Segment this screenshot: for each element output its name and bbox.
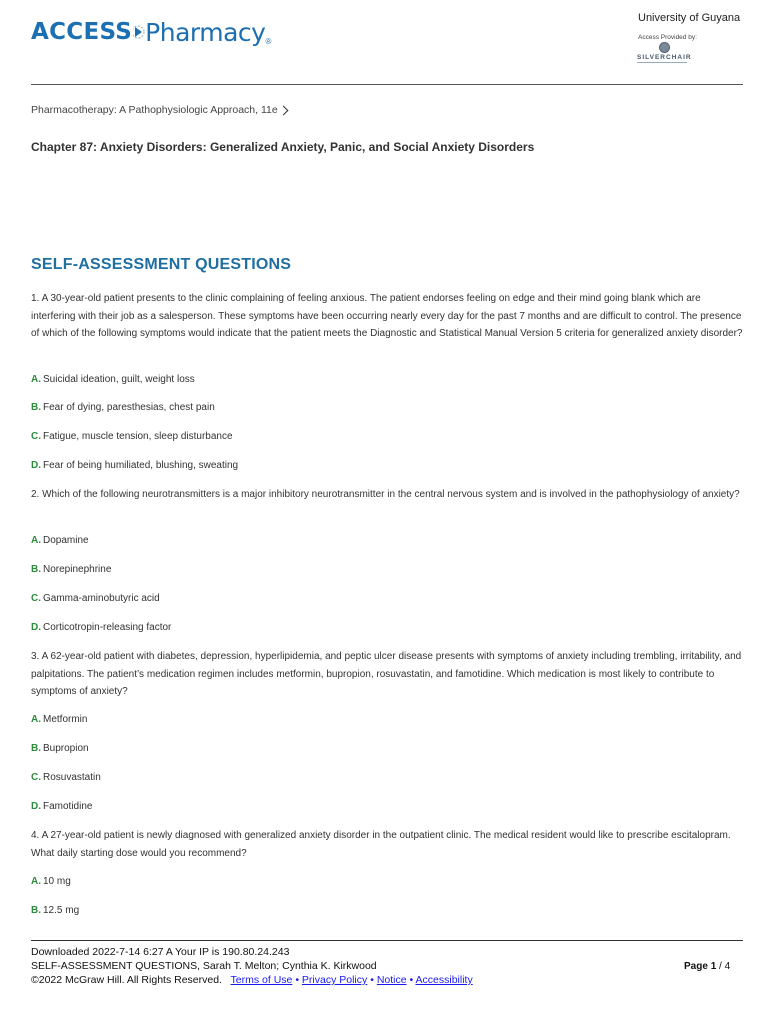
option-text: Rosuvastatin [43,772,101,783]
question-3-option-c[interactable] [31,772,101,783]
copyright-text: ©2022 McGraw Hill. All Rights Reserved. [31,974,222,986]
option-letter: D. [31,622,41,633]
breadcrumb-book-title[interactable]: Pharmacotherapy: A Pathophysiologic Approach, 11e [31,104,278,116]
question-2-option-d[interactable] [31,622,171,633]
access-provided-by-label: Access Provided by: [638,34,697,41]
institution-name: University of Guyana [638,12,741,24]
option-text: Suicidal ideation, guilt, weight loss [43,374,195,385]
footer-divider [31,940,743,941]
option-text: Corticotropin-releasing factor [43,622,172,633]
option-letter: A. [31,714,41,725]
option-text: Norepinephrine [43,564,112,575]
question-1-option-a[interactable] [31,374,195,385]
option-letter: A. [31,535,41,546]
question-1-option-d[interactable] [31,460,238,471]
question-2-option-b[interactable] [31,564,111,575]
page-indicator: Page 1 / 4 [684,961,731,972]
citation-line: SELF-ASSESSMENT QUESTIONS, Sarah T. Melton; Cynthia K. Kirkwood [31,960,377,972]
silverchair-logo-text: SILVERCHAIR [637,54,692,61]
option-text: Fear of dying, paresthesias, chest pain [43,402,215,413]
question-3-option-b[interactable] [31,743,89,754]
question-1-text: 1. A 30-year-old patient presents to the clinic complaining of feeling anxious. The patient endorses feeling on edge and their mind going blank which are interfering with their job as a salesperson. These symptoms have been occurring nearly every day for the past 7 months and are difficult to control. The presence of which of the following symptoms would indicate that the patient meets the Diagnostic and Statistical Manual Version 5 criteria for generalized anxiety disorder? [31,293,743,340]
access-pharmacy-logo[interactable] [31,12,271,52]
question-2-text: 2. Which of the following neurotransmitters is a major inhibitory neurotransmitter in the central nervous system and is involved in the pathophysiology of anxiety? [31,489,740,500]
page-header [0,0,768,85]
option-letter: B. [31,402,41,413]
option-letter: A. [31,374,41,385]
separator-dot: • [409,974,414,986]
logo-access-text: ACCESS [31,19,133,45]
option-text: Metformin [43,714,88,725]
question-3-text: 3. A 62-year-old patient with diabetes, depression, hyperlipidemia, and peptic ulcer disease presents with symptoms of anxiety including trembling, irritability, and palpitations. The patient’s medication regimen includes metformin, bupropion, rosuvastatin, and famotidine. Which medication is most likely to contribute to symptoms of anxiety? [31,651,742,698]
question-4-text: 4. A 27-year-old patient is newly diagnosed with generalized anxiety disorder in the outpatient clinic. The medical resident would like to prescribe escitalopram. What daily starting dose would you recommend? [31,830,731,859]
page-label: Page [684,961,708,972]
option-letter: B. [31,564,41,575]
chapter-title: Chapter 87: Anxiety Disorders: Generalized Anxiety, Panic, and Social Anxiety Disorders [31,140,535,154]
notice-link[interactable]: Notice [376,974,407,986]
question-1-option-c[interactable] [31,431,233,442]
privacy-policy-link[interactable]: Privacy Policy [301,974,368,986]
logo-pharmacy-text: Pharmacy [145,17,266,47]
chevron-right-icon [278,105,288,115]
option-text: Fatigue, muscle tension, sleep disturbance [43,431,233,442]
option-letter: B. [31,743,41,754]
registered-mark: ® [265,37,272,46]
question-2-option-c[interactable] [31,593,160,604]
option-letter: D. [31,460,41,471]
question-4-option-b[interactable] [31,905,79,916]
copyright-line [31,974,473,986]
option-text: 10 mg [43,876,71,887]
option-text: Gamma-aminobutyric acid [43,593,160,604]
option-text: Famotidine [43,801,93,812]
question-3-option-a[interactable] [31,714,87,725]
separator-dot: • [295,974,299,986]
logo-arrow-icon [133,20,145,44]
download-info: Downloaded 2022-7-14 6:27 A Your IP is 190.80.24.243 [31,946,290,958]
terms-of-use-link[interactable]: Terms of Use [230,974,293,986]
option-letter: D. [31,801,41,812]
option-text: Dopamine [43,535,89,546]
option-letter: C. [31,772,41,783]
question-1-option-b[interactable] [31,402,215,413]
silverchair-logo-icon [659,42,670,53]
option-text: Bupropion [43,743,89,754]
option-letter: B. [31,905,41,916]
page-current: 1 [710,961,717,972]
question-4-option-a[interactable] [31,876,71,887]
page-total: 4 [724,961,731,972]
option-letter: C. [31,431,41,442]
header-divider [31,84,743,85]
accessibility-link[interactable]: Accessibility [415,974,473,986]
option-text: Fear of being humiliated, blushing, sweating [43,460,239,471]
option-letter: A. [31,876,41,887]
silverchair-underline [637,62,687,63]
breadcrumb[interactable] [31,104,287,116]
question-3-option-d[interactable] [31,801,92,812]
option-letter: C. [31,593,41,604]
question-2-option-a[interactable] [31,535,89,546]
option-text: 12.5 mg [43,905,80,916]
section-title: SELF-ASSESSMENT QUESTIONS [31,256,292,273]
separator-dot: • [370,974,374,986]
